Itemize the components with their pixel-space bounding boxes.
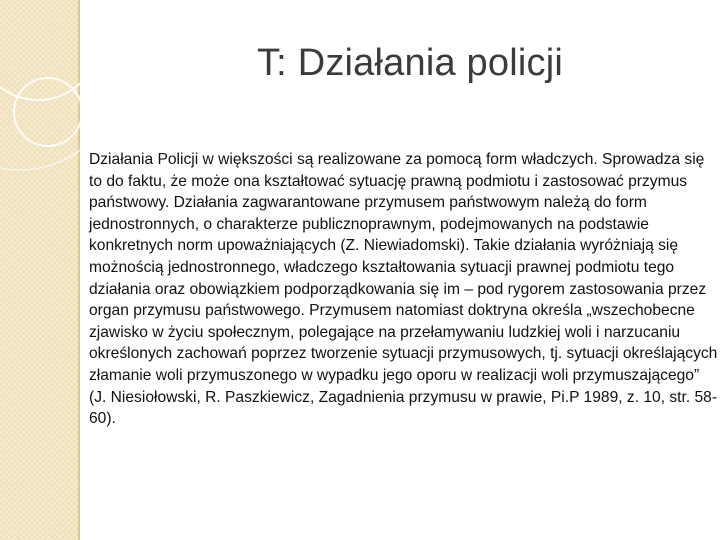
slide-body-text: Działania Policji w większości są realizowane za pomocą form władczych. Sprowadza się to do faktu, że może ona kształtować sytuację prawną podmiotu i zastosować przymus państwowy. Działania zagwarantowane przymusem państwowym należą do form jednostronnych, o charakterze publicznoprawnym, podejmowanych na podstawie konkretnych norm upoważniających (Z. Niewiadomski). Takie działania wyróżniają się możnością jednostronnego, władczego kształtowania sytuacji prawnej podmiotu tego działania oraz obowiązkiem podporządkowania się im – pod rygorem zastosowania przez organ przymusu państwowego. Przymusem natomiast doktryna określa „wszechobecne zjawisko w życiu społecznym, polegające na przełamywaniu ludzkiej woli i narzucaniu określonych zachowań poprzez tworzenie sytuacji przymusowych, tj. sytuacji określających złamanie woli przymuszonego w wypadku jego oporu w realizacji woli przymuszającego” (J. Niesiołowski, R. Paszkiewicz, Zagadnienia przymusu w prawie, Pi.P 1989, z. 10, str. 58-60).: [89, 151, 718, 428]
decorative-circle-small: [14, 78, 82, 146]
slide-title: T: Działania policji: [256, 42, 563, 84]
decorative-circle-large: [0, 0, 100, 100]
